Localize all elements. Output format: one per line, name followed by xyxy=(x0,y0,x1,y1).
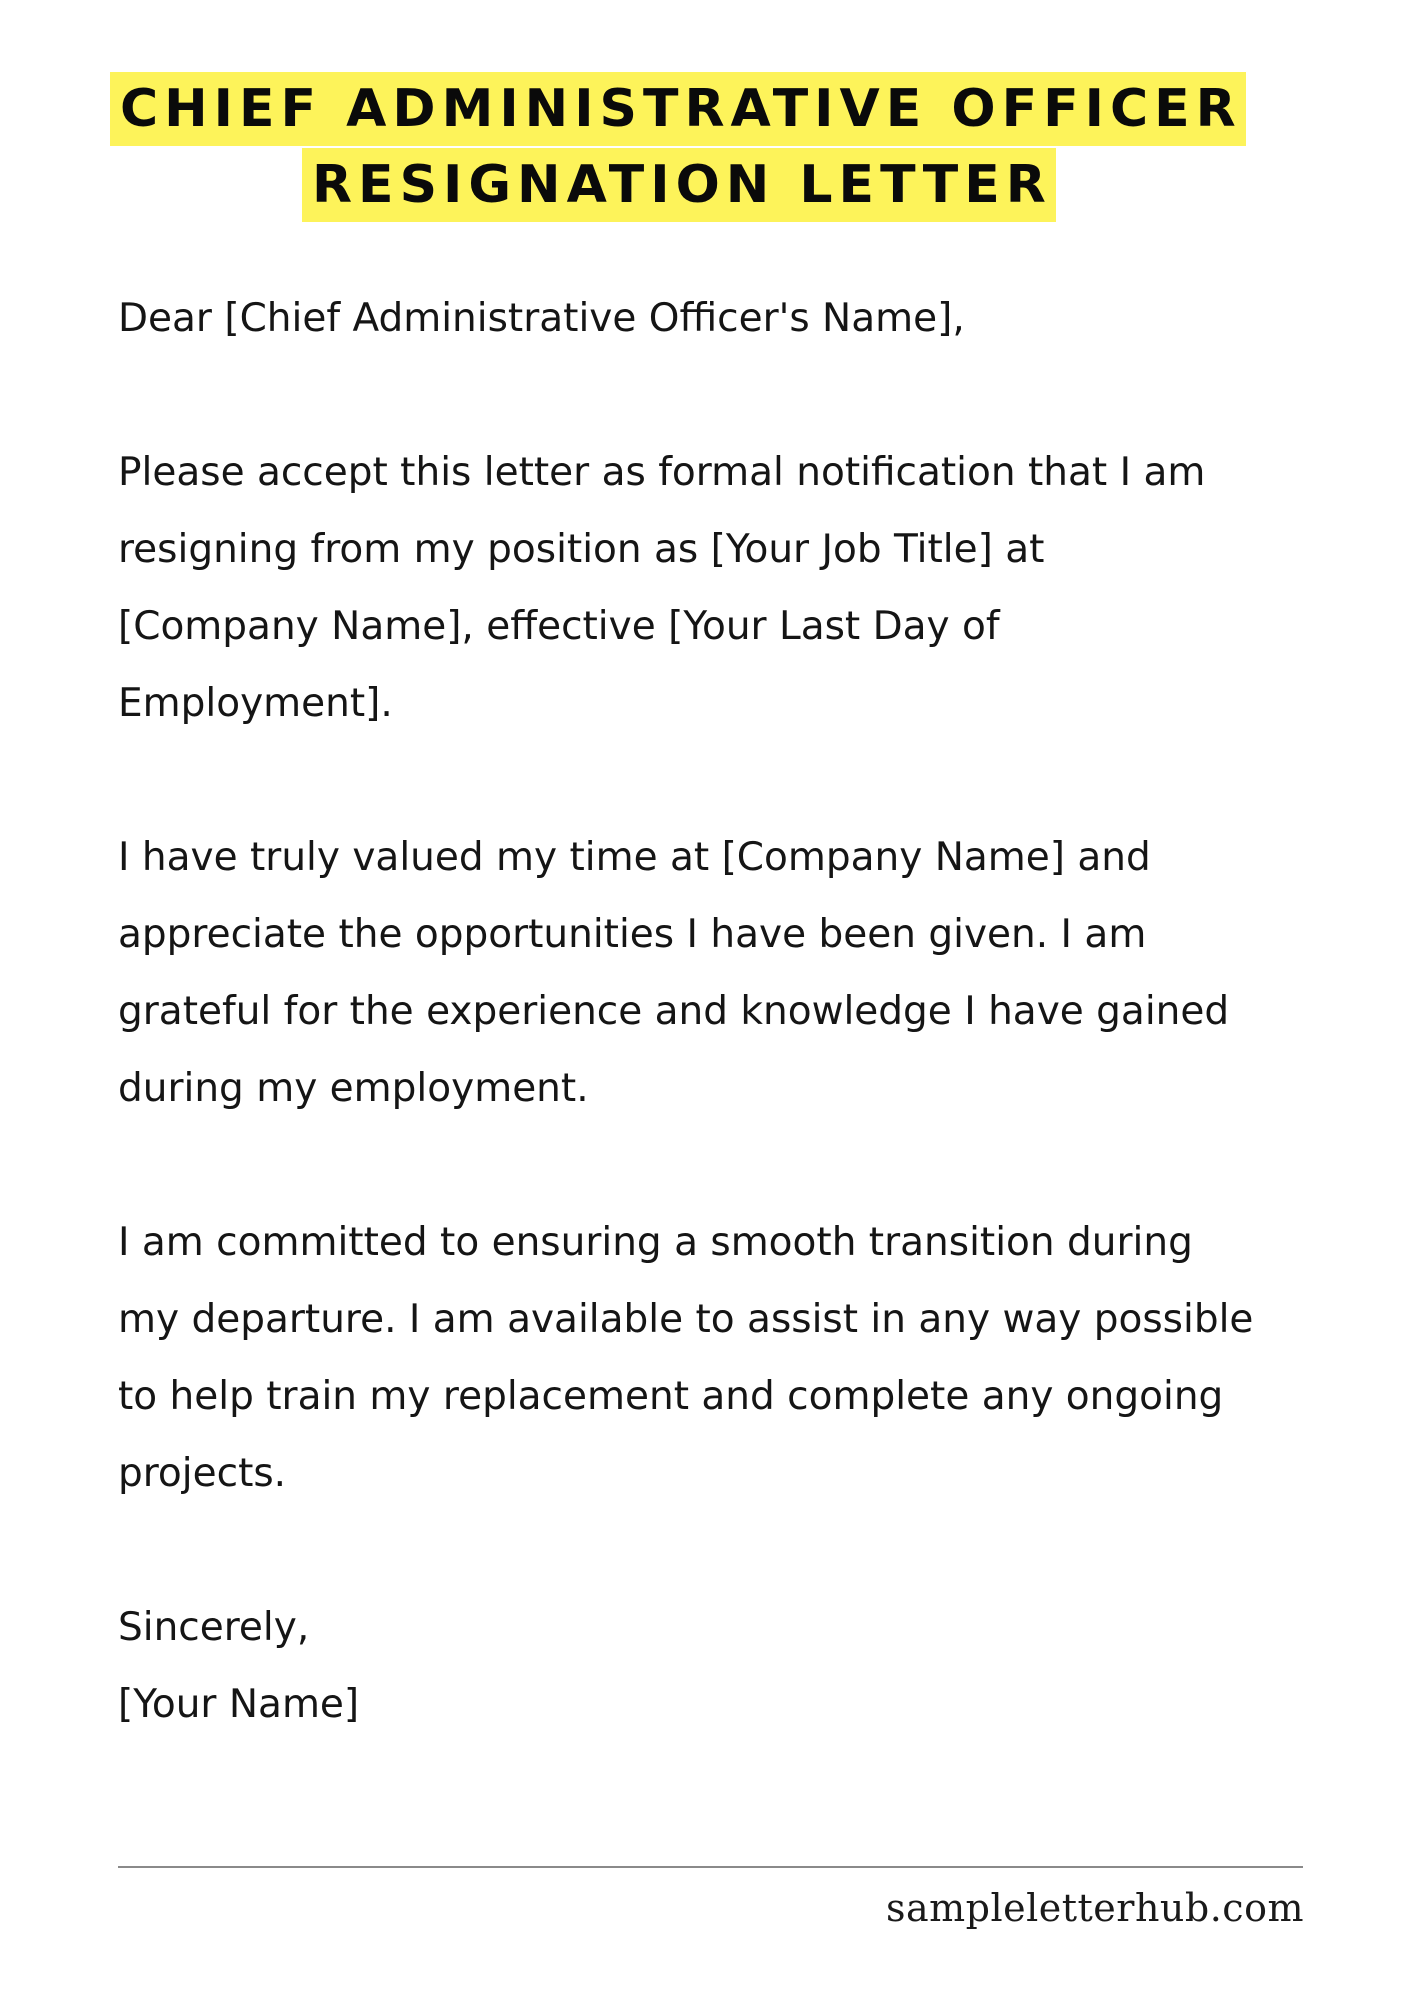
letter-body xyxy=(118,280,1348,1820)
salutation: Dear [Chief Administrative Officer's Name], xyxy=(118,296,965,341)
closing-block xyxy=(118,1589,1348,1743)
footer-divider xyxy=(118,1866,1303,1868)
paragraph-line: during my employment. xyxy=(118,1066,589,1111)
paragraph-transition xyxy=(118,1204,1348,1512)
title-line-2: RESIGNATION LETTER xyxy=(302,148,1056,222)
paragraph-line: projects. xyxy=(118,1451,287,1496)
signature-name: [Your Name] xyxy=(118,1682,360,1727)
paragraph-appreciation xyxy=(118,819,1348,1127)
paragraph-notification xyxy=(118,434,1348,742)
paragraph-line: I have truly valued my time at [Company Name] and xyxy=(118,835,1151,880)
paragraph-line: grateful for the experience and knowledge I have gained xyxy=(118,989,1230,1034)
paragraph-line: my departure. I am available to assist in any way possible xyxy=(118,1297,1254,1342)
paragraph-line: [Company Name], effective [Your Last Day of xyxy=(118,604,1000,649)
paragraph-line: appreciate the opportunities I have been given. I am xyxy=(118,912,1147,957)
paragraph-line: resigning from my position as [Your Job Title] at xyxy=(118,527,1045,572)
footer-site: sampleletterhub.com xyxy=(885,1886,1304,1930)
paragraph-line: Please accept this letter as formal notification that I am xyxy=(118,450,1206,495)
paragraph-line: Employment]. xyxy=(118,681,393,726)
paragraph-line: I am committed to ensuring a smooth transition during xyxy=(118,1220,1193,1265)
title-line-1: CHIEF ADMINISTRATIVE OFFICER xyxy=(110,72,1246,146)
paragraph-line: to help train my replacement and complete any ongoing xyxy=(118,1374,1224,1419)
closing: Sincerely, xyxy=(118,1605,310,1650)
